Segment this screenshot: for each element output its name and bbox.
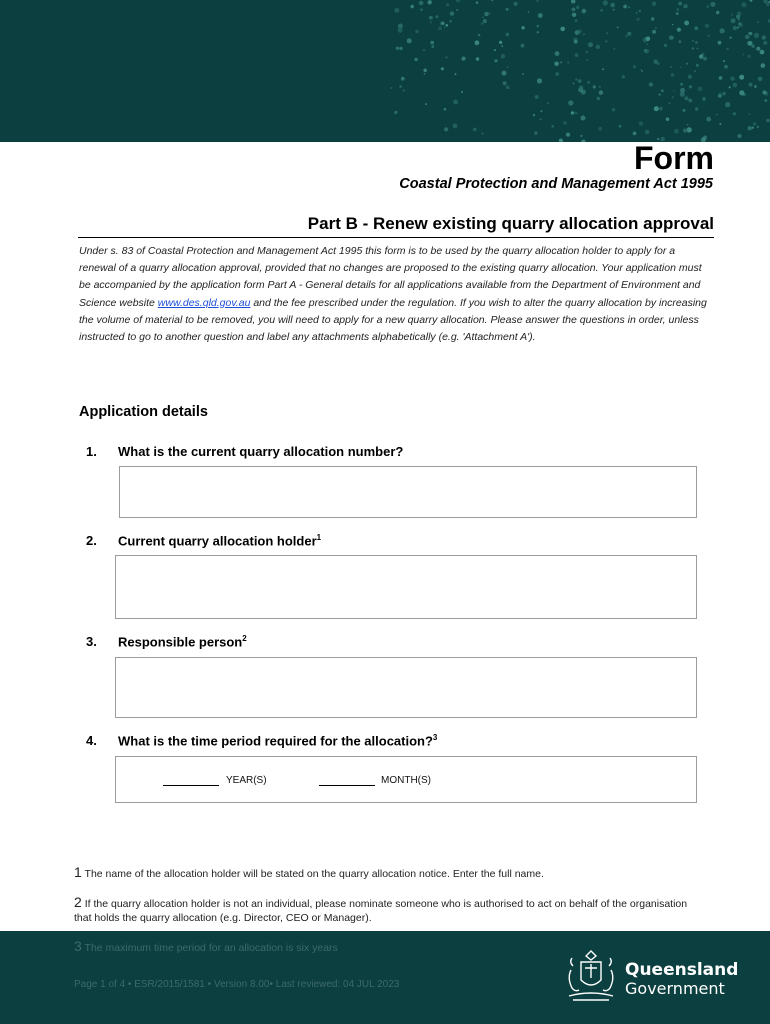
header-banner <box>0 0 770 142</box>
intro-text-end: and the fee prescribed under the regulation. If you wish to alter the quarry allocation by increasing the volume of material to be removed, you will need to apply for a new quarry allocation. Please answer the questions in order, unless instructed to go to another question and label any attachments alphabetically (e.g. 'Attachment A'). <box>79 296 707 344</box>
footnote-3-number: 3 <box>74 938 82 954</box>
footnote-ref-2: 2 <box>242 634 247 643</box>
footnote-ref-1: 1 <box>316 533 322 542</box>
allocation-holder-field[interactable] <box>115 555 697 619</box>
question-2-text <box>118 533 321 548</box>
footnote-3-text: The maximum time period for an allocation is six years <box>84 942 338 954</box>
footnote-1-text: The name of the allocation holder will be stated on the quarry allocation notice. Enter the full name. <box>84 868 544 880</box>
footnote-ref-3: 3 <box>432 733 438 742</box>
page-info: Page 1 of 4 • ESR/2015/1581 • Version 8.00• Last reviewed: 04 JUL 2023 <box>74 979 400 990</box>
months-input-line[interactable] <box>319 785 375 786</box>
intro-text-start: Under s. 83 of Coastal Protection and Management Act 1995 this form is to be used by the quarry allocation holder to apply for a renewal of a quarry allocation approval, provided that no changes are proposed to the existing quarry allocation. Your application must be accompanied by the application form Part A - General details for all applications available from the Department of Environment and Science website <box>79 245 702 309</box>
question-3-text <box>118 634 247 649</box>
logo-line-2: Government <box>625 979 725 998</box>
question-4-text <box>118 733 437 748</box>
question-4-label: What is the time period required for the allocation? <box>118 733 433 749</box>
footnote-1-number: 1 <box>74 864 82 880</box>
queensland-government-logo <box>563 948 743 1006</box>
act-name: Coastal Protection and Management Act 1995 <box>399 176 713 192</box>
question-2-label: Current quarry allocation holder <box>118 533 317 549</box>
years-input-line[interactable] <box>163 785 219 786</box>
question-1-label: What is the current quarry allocation number? <box>118 444 404 459</box>
header-dot-pattern <box>0 0 770 142</box>
footnote-2 <box>74 895 704 925</box>
part-title: Part B - Renew existing quarry allocation approval <box>78 214 714 238</box>
footnote-2-number: 2 <box>74 894 82 910</box>
section-heading: Application details <box>79 404 208 420</box>
question-1-text <box>118 444 403 459</box>
question-4-number: 4. <box>86 733 97 748</box>
footnote-1 <box>74 865 704 881</box>
years-label: YEAR(S) <box>226 775 267 786</box>
footnote-2-text: If the quarry allocation holder is not an individual, please nominate someone who is authorised to act on behalf of the organisation that holds the quarry allocation (e.g. Director, CEO or Manager). <box>74 898 688 924</box>
logo-line-1: Queensland <box>625 960 739 980</box>
months-label: MONTH(S) <box>381 775 431 786</box>
question-3-label: Responsible person <box>118 634 243 650</box>
form-label: Form <box>634 140 714 176</box>
question-1-number: 1. <box>86 444 97 459</box>
question-3-number: 3. <box>86 634 97 649</box>
question-2-number: 2. <box>86 533 97 548</box>
quarry-allocation-number-field[interactable] <box>119 466 697 518</box>
des-website-link[interactable]: www.des.qld.gov.au <box>157 296 251 309</box>
coat-of-arms-icon <box>563 948 619 1004</box>
responsible-person-field[interactable] <box>115 657 697 718</box>
intro-paragraph <box>79 243 713 346</box>
